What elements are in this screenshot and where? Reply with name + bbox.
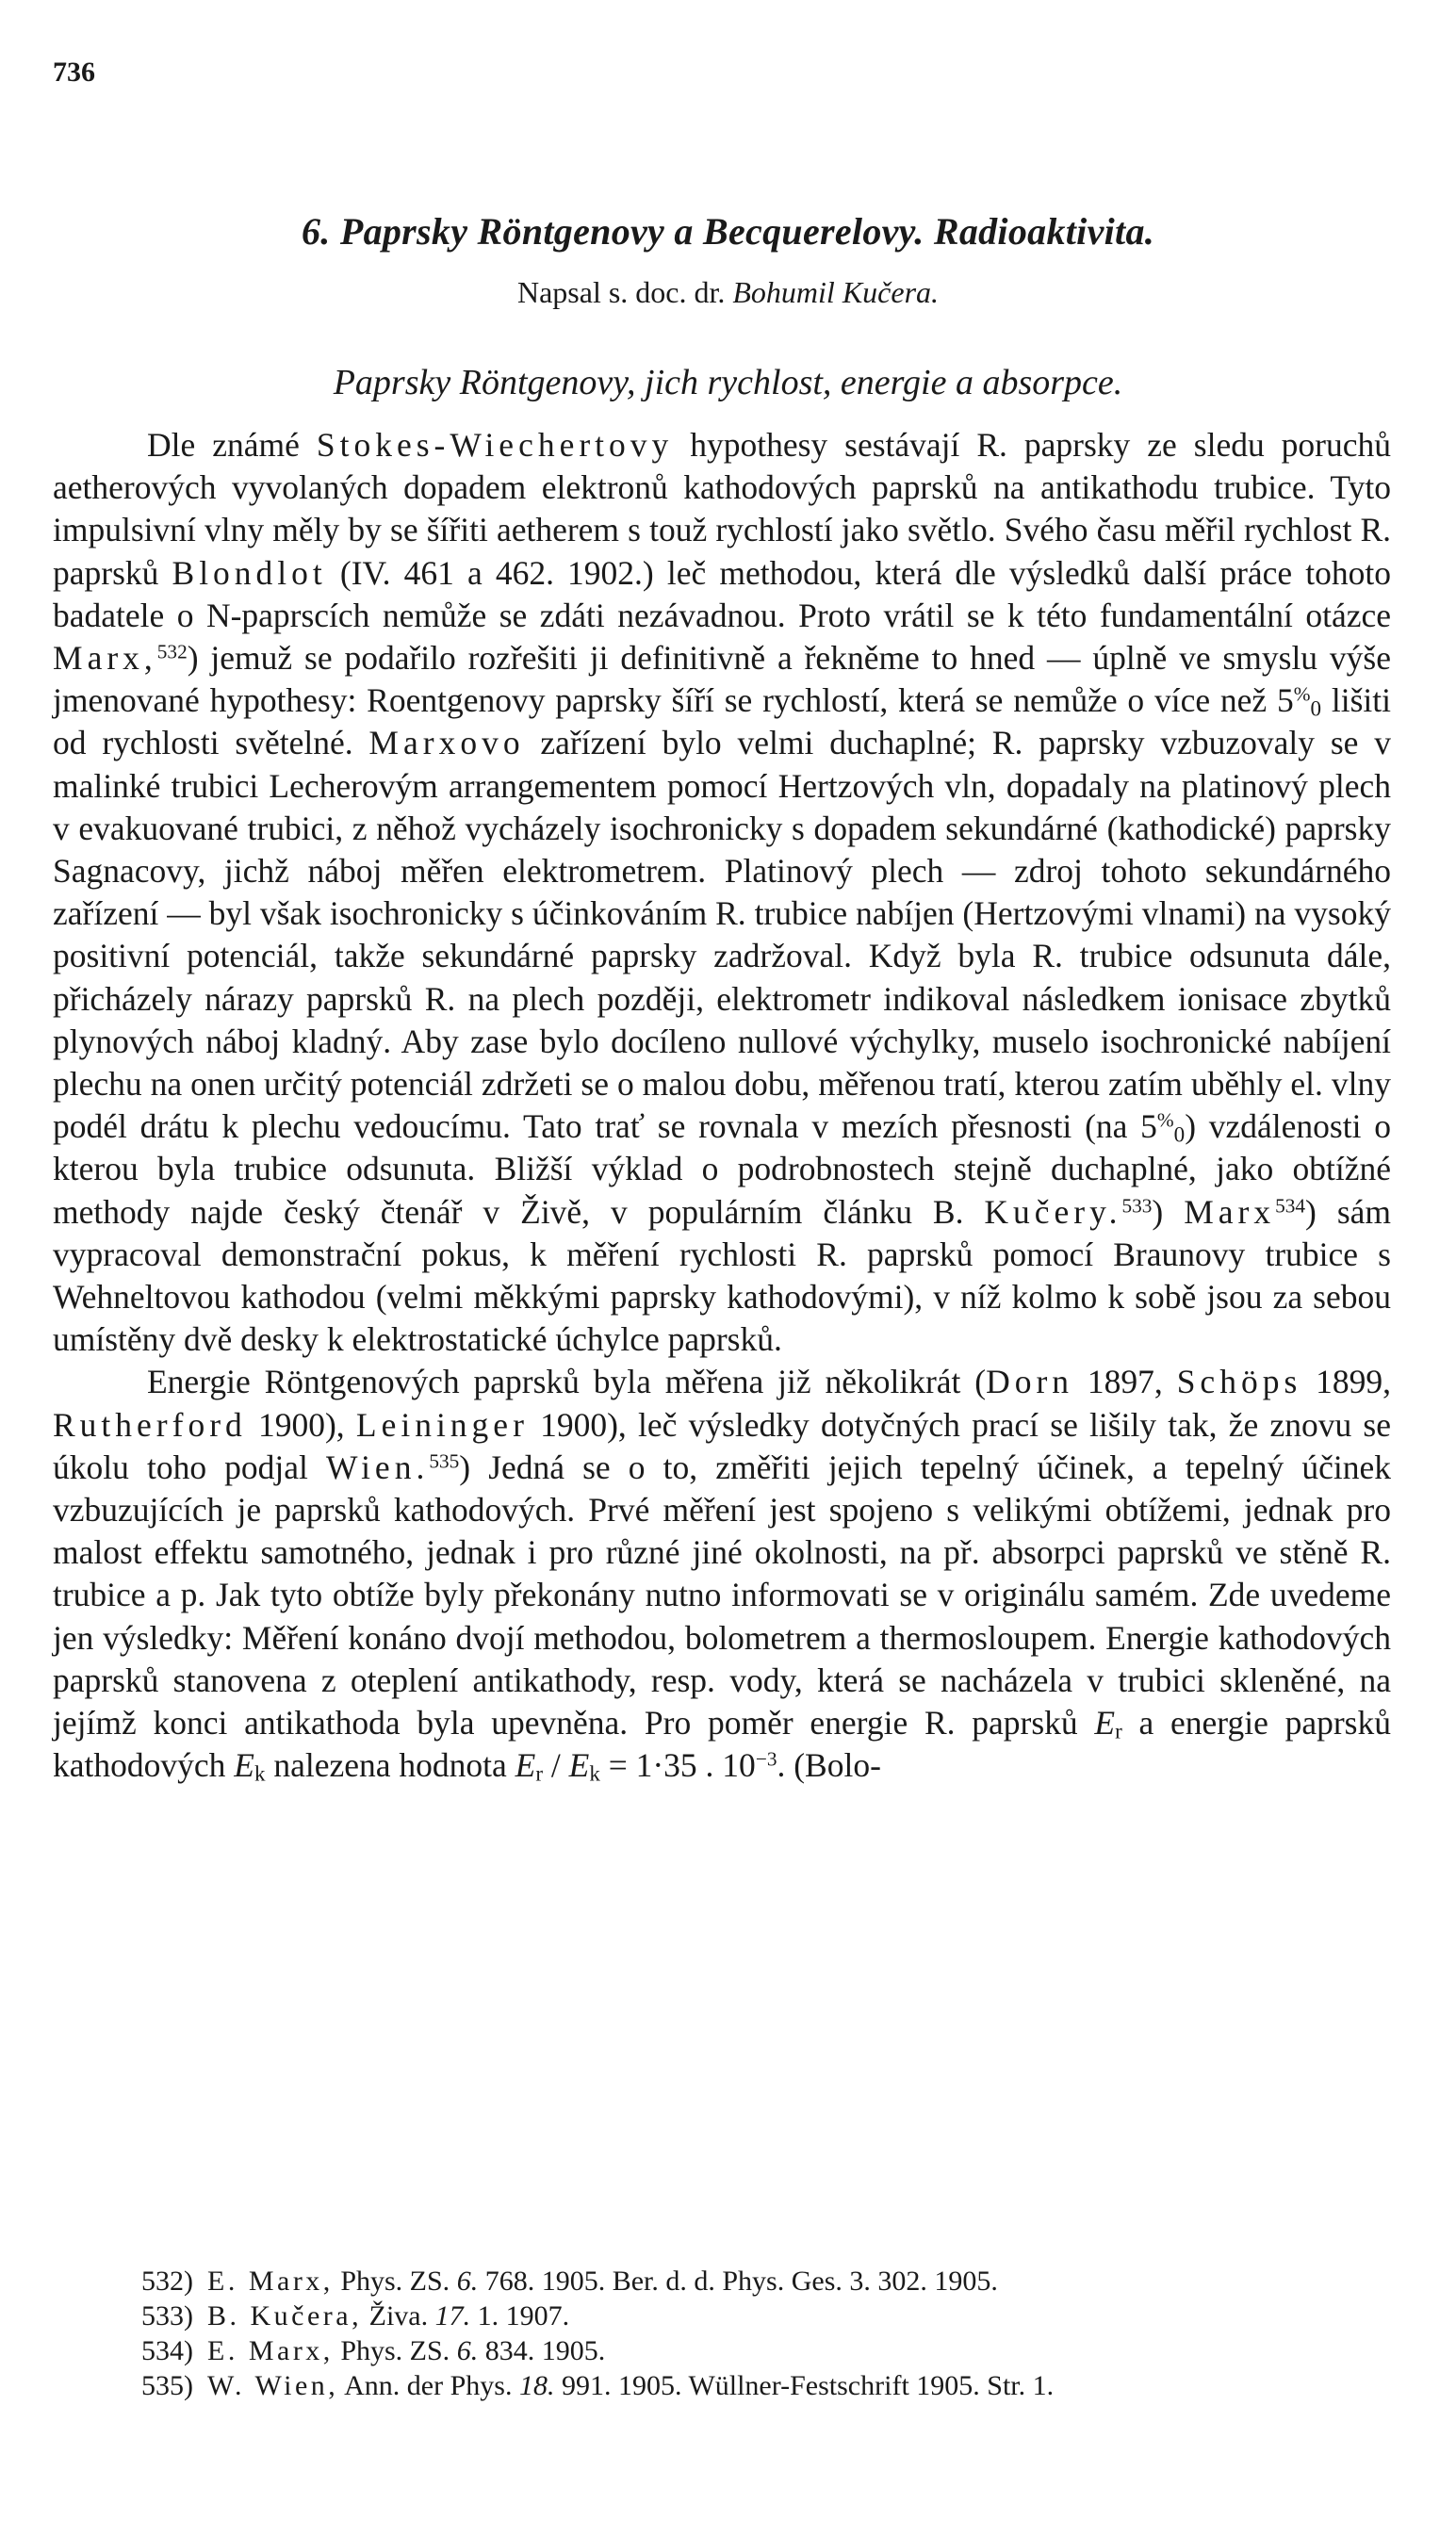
footnote-text: Živa. xyxy=(362,2300,435,2331)
exponent: −3 xyxy=(755,1747,777,1771)
text-run: nalezena hodnota xyxy=(265,1746,515,1785)
footnote-number: 533) xyxy=(141,2300,193,2331)
name-stokes-wiechert: Stokes-Wiechertovy xyxy=(316,426,674,464)
symbol-subscript: r xyxy=(535,1760,543,1786)
name-marx: Marx xyxy=(1184,1192,1276,1231)
symbol-energy: E xyxy=(1094,1704,1116,1742)
page-number: 736 xyxy=(53,57,95,88)
name-marx: Marx, xyxy=(53,639,157,678)
symbol-energy: E xyxy=(234,1746,254,1785)
symbol-subscript: r xyxy=(1115,1718,1122,1743)
text-run: ) vzdálenosti o kterou byla trubice odsunuta. Bližší výklad o podrobnostech stejně duchaplné, jako obtížné methody najde český čtenář v Živě, v populárním článku B. xyxy=(53,1107,1391,1231)
footnote-number: 532) xyxy=(141,2266,193,2297)
text-run: Dle známé xyxy=(147,426,317,464)
footnote-volume: 18. xyxy=(518,2370,555,2401)
text-run: ) sám vypracoval demonstrační pokus, k měření rychlosti R. paprsků pomocí Braunovy trubice s Wehneltovou kathodou (velmi měkkými paprsky kathodovými), v níž kolmo k sobě jsou za sebou umístěny dvě desky k elektrostatické úchylce paprsků. xyxy=(53,1192,1392,1359)
article-body xyxy=(53,424,1391,1788)
text-run: a energie paprsků kathodových xyxy=(53,1704,1391,1785)
footnote-number: 535) xyxy=(141,2370,193,2401)
text-run: 1900), xyxy=(246,1405,356,1444)
footnote-volume: 6. xyxy=(456,2335,479,2366)
footnote-532 xyxy=(141,2264,1404,2299)
symbol-subscript: k xyxy=(589,1760,600,1786)
text-run: 1900), leč výsledky dotyčných prací se lišily tak, že znovu se úkolu toho podjal xyxy=(53,1405,1391,1486)
footnotes xyxy=(141,2264,1404,2403)
footnote-author: E. Marx, xyxy=(207,2335,334,2366)
text-run: zařízení bylo velmi duchaplné; R. paprsky vzbuzovaly se v malinké trubici Lecherovým arrangementem pomocí Hertzových vln, dopadaly na platinový plech v evakuované trubici, z něhož vycházely isochronicky s dopadem sekundárné (kathodické) paprsky Sagnacovy, jichž náboj měřen elektrometrem. Platinový plech — zdroj tohoto sekundárného zařízení — byl však isochronicky s účinkováním R. trubice nabíjen (Hertzovými vlnami) na vysoký positivní potenciál, takže sekundárné paprsky zadržoval. Když byla R. trubice odsunuta dále, přicházely nárazy paprsků R. na plech později, elektrometr indikoval následkem ionisace zbytků plynových náboj kladný. Aby zase bylo docíleno nullové výchylky, muselo isochronické nabíjení plechu na onen určitý potenciál zdržeti se o malou dobu, měřenou tratí, kterou zatím uběhly el. vlny podél drátu k plechu vedoucímu. Tato trať se rovnala v mezích přesnosti (na 5 xyxy=(53,724,1391,1146)
name-schops: Schöps xyxy=(1176,1363,1302,1401)
text-run: lišiti od rychlosti světelné. xyxy=(53,681,1391,762)
byline-author: Bohumil Kučera. xyxy=(732,275,940,309)
fraction-slash: / xyxy=(543,1746,569,1785)
name-kucera: Kučery. xyxy=(984,1192,1122,1231)
symbol-subscript: k xyxy=(254,1760,266,1786)
name-rutherford: Rutherford xyxy=(53,1405,247,1444)
footnote-535 xyxy=(141,2368,1404,2403)
subsection-title: Paprsky Röntgenovy, jich rychlost, energie a absorpce. xyxy=(333,363,1123,402)
symbol-energy: E xyxy=(568,1746,590,1785)
percent-subscript: 0 xyxy=(1310,695,1322,721)
footnote-ref-534: 534 xyxy=(1275,1193,1306,1217)
footnote-volume: 17. xyxy=(434,2300,471,2331)
text-run: ) Jedná se o to, změřiti jejich tepelný účinek, a tepelný účinek vzbuzujících je paprsků kathodových. Prvé měření jest spojeno s velikými obtížemi, jednak pro malost effektu samotného, jednak i pro různé jiné okolnosti, na př. absorpci paprsků ve stěně R. trubice a p. Jak tyto obtíže byly překonány nutno informovati se v originálu samém. Zde uvedeme jen výsledky: Měření konáno dvojí methodou, bolometrem a thermosloupem. Energie kathodových paprsků stanovena z oteplení antikathody, resp. vody, která se nacházela v trubici skleněné, na jejímž konci antikathoda byla upevněna. Pro poměr energie R. paprsků xyxy=(53,1448,1391,1742)
byline-prefix: Napsal s. doc. dr. xyxy=(516,275,726,309)
footnote-volume: 6. xyxy=(456,2266,479,2297)
name-wien: Wien. xyxy=(325,1448,430,1486)
percent-sign: % xyxy=(1293,682,1311,706)
text-run: 1899, xyxy=(1301,1363,1392,1401)
paragraph-1 xyxy=(53,424,1391,1361)
footnote-text: 991. 1905. Wüllner-Festschrift 1905. Str. 1. xyxy=(554,2370,1055,2401)
footnote-author: W. Wien, xyxy=(207,2370,339,2401)
text-run: ) xyxy=(1152,1192,1185,1231)
footnote-number: 534) xyxy=(141,2335,193,2366)
footnote-author: B. Kučera, xyxy=(207,2300,363,2331)
footnote-text: 834. 1905. xyxy=(478,2335,606,2366)
footnote-text: 1. 1907. xyxy=(470,2300,570,2331)
footnote-text: 768. 1905. Ber. d. d. Phys. Ges. 3. 302. 1905. xyxy=(478,2266,998,2297)
footnote-author: E. Marx, xyxy=(207,2266,334,2297)
text-run: hypothesy sestávají R. paprsky ze sledu poruchů aetherových vyvolaných dopadem elektronů kathodových paprsků na antikathodu trubice. Tyto impulsivní vlny měly by se šířiti aetherem s touž rychlostí jako světlo. Svého času měřil rychlost R. paprsků xyxy=(53,426,1392,592)
byline xyxy=(0,275,1456,310)
paragraph-2 xyxy=(53,1361,1391,1787)
percent-subscript: 0 xyxy=(1173,1121,1186,1147)
percent-sign: % xyxy=(1156,1108,1174,1132)
footnote-text: Phys. ZS. xyxy=(333,2266,457,2297)
footnote-534 xyxy=(141,2333,1404,2368)
text-run: (IV. 461 a 462. 1902.) leč methodou, která dle výsledků další práce tohoto badatele o N-paprscích nemůže se zdáti nezávadnou. Proto vrátil se k této fundamentální otázce xyxy=(53,553,1391,634)
footnote-ref-535: 535 xyxy=(429,1449,460,1473)
name-leininger: Leininger xyxy=(355,1405,529,1444)
footnote-ref-533: 533 xyxy=(1121,1193,1153,1217)
footnote-ref-532: 532 xyxy=(156,640,188,663)
name-marxovo: Marxovo xyxy=(368,724,525,762)
text-run: 1897, xyxy=(1073,1363,1177,1401)
footnote-text: Ann. der Phys. xyxy=(338,2370,519,2401)
name-blondlot: Blondlot xyxy=(172,553,327,592)
symbol-energy: E xyxy=(515,1746,536,1785)
text-run: = 1·35 . 10 xyxy=(599,1746,756,1785)
footnote-533 xyxy=(141,2299,1404,2333)
text-run: Energie Röntgenových paprsků byla měřena již několikrát ( xyxy=(147,1363,987,1401)
section-title: 6. Paprsky Röntgenovy a Becquerelovy. Radioaktivita. xyxy=(301,210,1155,253)
text-run: . (Bolo- xyxy=(777,1746,881,1785)
text-run: ) jemuž se podařilo rozřešiti ji definitivně a řekněme to hned — úplně ve smyslu výše jmenované hypothesy: Roentgenovy paprsky šíří se rychlostí, která se nemůže o více než 5 xyxy=(53,639,1391,720)
footnote-text: Phys. ZS. xyxy=(333,2335,457,2366)
name-dorn: Dorn xyxy=(986,1363,1074,1401)
